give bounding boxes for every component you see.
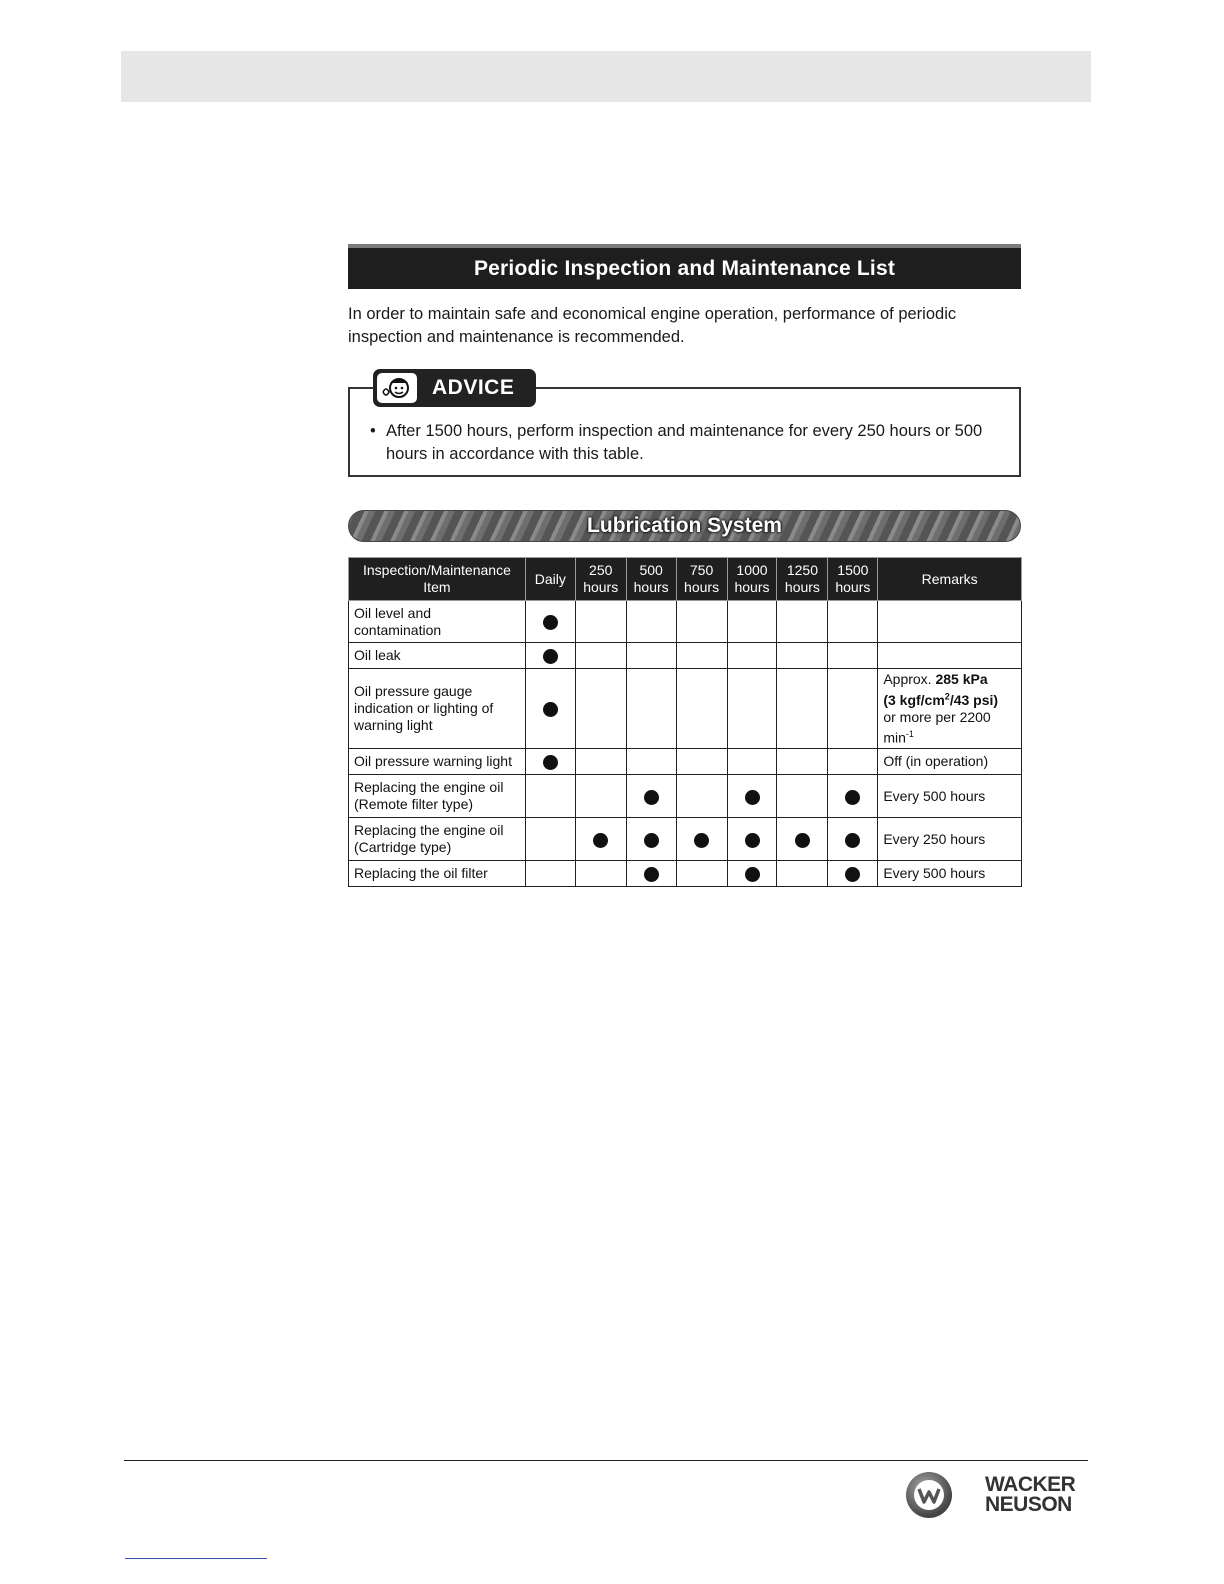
check-dot: [745, 833, 760, 848]
item-cell: Replacing the engine oil (Remote filter type): [349, 775, 526, 818]
advice-text: [370, 420, 999, 466]
table-row: [349, 669, 1022, 749]
check-dot: [543, 649, 558, 664]
item-cell: Oil pressure warning light: [349, 749, 526, 775]
brand-logo: [906, 1470, 1091, 1520]
header-remarks: Remarks: [878, 558, 1022, 601]
table-row: [349, 861, 1022, 887]
table-row: [349, 601, 1022, 643]
header-750: 750 hours: [676, 558, 727, 601]
check-dot: [845, 867, 860, 882]
brand-name: WACKER NEUSON: [985, 1473, 1076, 1516]
check-dot: [845, 833, 860, 848]
remarks-cell: Approx. 285 kPa (3 kgf/$cm^2/43$ psi) or more per 2200 $\min^{-1}$: [878, 669, 1022, 749]
intro-paragraph: In order to maintain safe and economical engine operation, performance of periodic inspection and maintenance is recommended.: [348, 305, 957, 346]
table-row: [349, 818, 1022, 861]
table-row: [349, 749, 1022, 775]
header-250: 250 hours: [575, 558, 626, 601]
section-title: Lubrication System: [348, 510, 1021, 542]
remarks-cell: Every 500 hours: [878, 775, 1022, 818]
footer-link-underline: [125, 1558, 267, 1559]
remarks-cell: [878, 601, 1022, 643]
check-dot: [644, 790, 659, 805]
page-title: Periodic Inspection and Maintenance List: [348, 244, 1021, 289]
remarks-cell: Every 500 hours: [878, 861, 1022, 887]
check-dot: [543, 702, 558, 717]
item-cell: Oil leak: [349, 643, 526, 669]
table-header-row: [349, 558, 1022, 601]
check-dot: [644, 833, 659, 848]
content-area: [348, 244, 1021, 887]
item-cell: Replacing the engine oil (Cartridge type): [349, 818, 526, 861]
header-1000: 1000 hours: [727, 558, 777, 601]
item-cell: Oil pressure gauge indication or lighting of warning light: [349, 669, 526, 749]
advice-tab: [373, 369, 536, 407]
header-item: Inspection/Maintenance Item: [349, 558, 526, 601]
check-dot: [845, 790, 860, 805]
table-row: [349, 643, 1022, 669]
maintenance-table: [348, 557, 1022, 887]
item-cell: Oil level and contamination: [349, 601, 526, 643]
advice-body: After 1500 hours, perform inspection and maintenance for every 250 hours or 500 hours in accordance with this table.: [386, 422, 983, 463]
remarks-cell: Every 250 hours: [878, 818, 1022, 861]
check-dot: [543, 615, 558, 630]
header-1250: 1250 hours: [777, 558, 828, 601]
operator-face-icon: [377, 373, 417, 403]
check-dot: [644, 867, 659, 882]
advice-box: [348, 376, 1021, 477]
check-dot: [694, 833, 709, 848]
brand-w-icon: [906, 1472, 952, 1518]
header-daily: Daily: [525, 558, 575, 601]
check-dot: [543, 755, 558, 770]
remarks-cell: [878, 643, 1022, 669]
check-dot: [795, 833, 810, 848]
header-500: 500 hours: [626, 558, 676, 601]
remarks-cell: Off (in operation): [878, 749, 1022, 775]
header-band: [121, 51, 1091, 102]
header-1500: 1500 hours: [828, 558, 878, 601]
check-dot: [745, 790, 760, 805]
check-dot: [593, 833, 608, 848]
footer-divider: [124, 1460, 1088, 1461]
table-row: [349, 775, 1022, 818]
bullet-dot-icon: •: [370, 422, 376, 440]
check-dot: [745, 867, 760, 882]
item-cell: Replacing the oil filter: [349, 861, 526, 887]
advice-label: ADVICE: [432, 376, 515, 399]
